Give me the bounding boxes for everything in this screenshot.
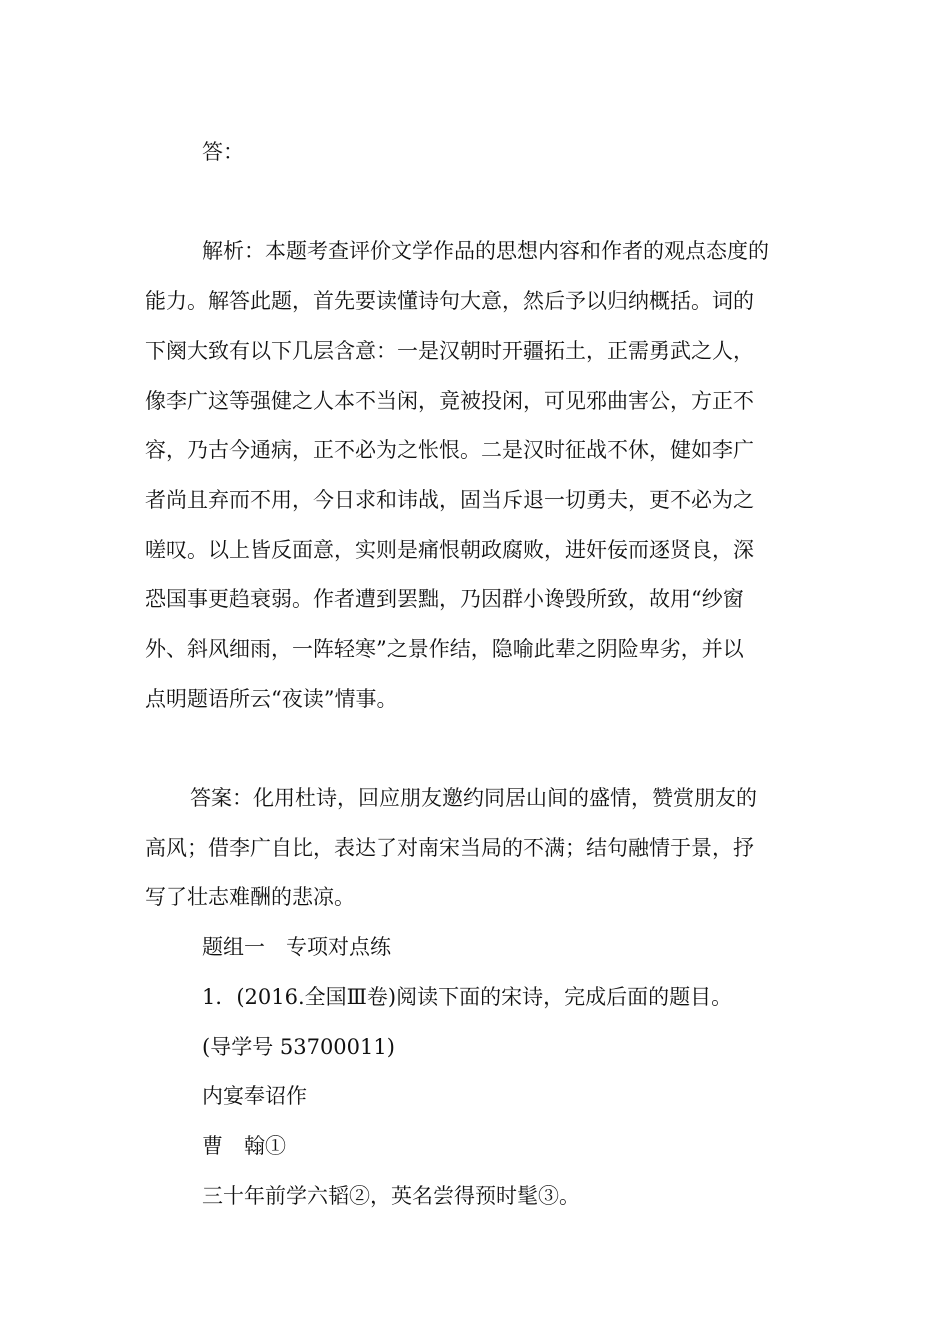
section-title: 题组一 专项对点练 xyxy=(202,935,391,959)
question-prompt: 1．(2016.全国Ⅲ卷)阅读下面的宋诗，完成后面的题目。 xyxy=(202,985,733,1009)
analysis-line: 嗟叹。以上皆反面意，实则是痛恨朝政腐败，进奸佞而逐贤良，深 xyxy=(145,538,754,562)
poem-title: 内宴奉诏作 xyxy=(202,1084,307,1108)
analysis-line: 下阕大致有以下几层含意：一是汉朝时开疆拓土，正需勇武之人， xyxy=(145,339,754,363)
answer-line: 写了壮志难酬的悲凉。 xyxy=(145,885,355,909)
analysis-line: 能力。解答此题，首先要读懂诗句大意，然后予以归纳概括。词的 xyxy=(145,289,754,313)
answer-line: 答案：化用杜诗，回应朋友邀约同居山间的盛情，赞赏朋友的 xyxy=(190,786,757,810)
analysis-line: 者尚且弃而不用，今日求和讳战，固当斥退一切勇夫，更不必为之 xyxy=(145,488,754,512)
analysis-line: 点明题语所云“夜读”情事。 xyxy=(145,687,398,711)
poem-line: 三十年前学六韬②，英名尝得预时髦③。 xyxy=(202,1184,580,1208)
answer-label: 答： xyxy=(202,140,244,164)
analysis-line: 容，乃古今通病，正不必为之怅恨。二是汉时征战不休，健如李广 xyxy=(145,438,754,462)
answer-line: 高风；借李广自比，表达了对南宋当局的不满；结句融情于景，抒 xyxy=(145,836,754,860)
analysis-line: 像李广这等强健之人本不当闲，竟被投闲，可见邪曲害公，方正不 xyxy=(145,389,754,413)
analysis-line: 外、斜风细雨，一阵轻寒”之景作结，隐喻此辈之阴险卑劣，并以 xyxy=(145,637,744,661)
analysis-line: 解析：本题考查评价文学作品的思想内容和作者的观点态度的 xyxy=(202,239,769,263)
analysis-line: 恐国事更趋衰弱。作者遭到罢黜，乃因群小谗毁所致，故用“纱窗 xyxy=(145,587,744,611)
guide-number: (导学号 53700011) xyxy=(202,1035,395,1059)
poem-author: 曹 翰① xyxy=(202,1134,286,1158)
